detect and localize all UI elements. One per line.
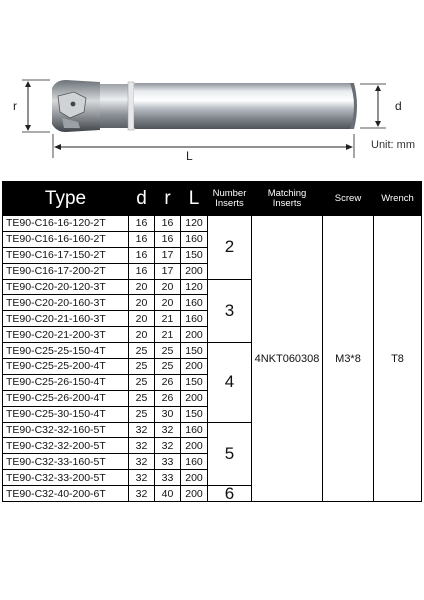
cell-l: 150 [181,343,208,359]
cell-r: 33 [155,454,181,470]
cell-type: TE90-C25-30-150-4T [3,406,129,422]
cell-l: 200 [181,359,208,375]
cell-d: 32 [129,422,155,438]
cell-inserts-group: 2 [208,216,252,280]
cell-type: TE90-C16-17-200-2T [3,263,129,279]
cell-l: 160 [181,231,208,247]
end-mill-tool [52,80,357,132]
cell-type: TE90-C32-33-200-5T [3,470,129,486]
cell-d: 25 [129,359,155,375]
unit-label: Unit: mm [371,139,415,151]
tool-drawing [0,0,424,180]
cell-inserts-group: 3 [208,279,252,343]
cell-d: 25 [129,343,155,359]
cell-type: TE90-C25-26-200-4T [3,390,129,406]
cell-r: 20 [155,295,181,311]
cell-r: 32 [155,422,181,438]
cell-l: 160 [181,295,208,311]
d-dimension [360,84,386,128]
cell-l: 160 [181,454,208,470]
cell-r: 25 [155,343,181,359]
cell-d: 20 [129,295,155,311]
cell-d: 25 [129,374,155,390]
cell-type: TE90-C20-21-200-3T [3,327,129,343]
cell-r: 26 [155,374,181,390]
header-number-inserts: Number Inserts [208,182,252,216]
l-dimension [53,134,354,158]
cell-type: TE90-C16-17-150-2T [3,247,129,263]
cell-d: 16 [129,231,155,247]
cell-l: 150 [181,247,208,263]
cell-r: 33 [155,470,181,486]
cell-l: 200 [181,470,208,486]
cell-r: 21 [155,327,181,343]
cell-type: TE90-C20-20-120-3T [3,279,129,295]
cell-r: 17 [155,263,181,279]
header-l: L [181,182,208,216]
cell-inserts-group: 5 [208,422,252,486]
cell-l: 160 [181,311,208,327]
header-r: r [155,182,181,216]
cell-l: 150 [181,374,208,390]
cell-type: TE90-C25-25-200-4T [3,359,129,375]
cell-d: 32 [129,454,155,470]
cell-l: 200 [181,390,208,406]
cell-type: TE90-C32-40-200-6T [3,486,129,502]
cell-r: 16 [155,216,181,232]
cell-d: 32 [129,470,155,486]
cell-type: TE90-C20-20-160-3T [3,295,129,311]
cell-type: TE90-C32-32-160-5T [3,422,129,438]
r-dimension [22,80,50,132]
cell-type: TE90-C25-26-150-4T [3,374,129,390]
cell-r: 26 [155,390,181,406]
cell-d: 32 [129,438,155,454]
cell-l: 120 [181,279,208,295]
l-label: L [186,149,193,163]
cell-l: 150 [181,406,208,422]
header-matching-inserts: Matching Inserts [252,182,323,216]
cell-inserts-group: 4 [208,343,252,422]
cell-type: TE90-C25-25-150-4T [3,343,129,359]
cell-wrench: T8 [374,216,422,502]
cell-d: 25 [129,406,155,422]
cell-l: 200 [181,486,208,502]
header-wrench: Wrench [374,182,422,216]
cell-inserts-group: 6 [208,486,252,502]
header-d: d [129,182,155,216]
cell-l: 200 [181,438,208,454]
cell-d: 20 [129,311,155,327]
cell-d: 16 [129,263,155,279]
table-row [3,216,422,232]
d-label: d [395,99,402,113]
cell-d: 16 [129,216,155,232]
cell-d: 32 [129,486,155,502]
cell-d: 20 [129,327,155,343]
spec-table [2,181,422,502]
cell-l: 200 [181,327,208,343]
header-type: Type [3,182,129,216]
r-label: r [13,99,17,113]
cell-r: 16 [155,231,181,247]
cell-type: TE90-C16-16-160-2T [3,231,129,247]
cell-type: TE90-C32-32-200-5T [3,438,129,454]
cell-r: 20 [155,279,181,295]
cell-type: TE90-C32-33-160-5T [3,454,129,470]
cell-d: 20 [129,279,155,295]
cell-r: 32 [155,438,181,454]
cell-l: 160 [181,422,208,438]
cell-type: TE90-C16-16-120-2T [3,216,129,232]
header-screw: Screw [323,182,374,216]
cell-r: 21 [155,311,181,327]
cell-d: 25 [129,390,155,406]
cell-screw: M3*8 [323,216,374,502]
cell-r: 40 [155,486,181,502]
cell-d: 16 [129,247,155,263]
cell-r: 30 [155,406,181,422]
table-header-row [3,182,422,216]
cell-matching-inserts: 4NKT060308 [252,216,323,502]
cell-r: 17 [155,247,181,263]
cell-r: 25 [155,359,181,375]
cell-l: 200 [181,263,208,279]
cell-l: 120 [181,216,208,232]
cell-type: TE90-C20-21-160-3T [3,311,129,327]
